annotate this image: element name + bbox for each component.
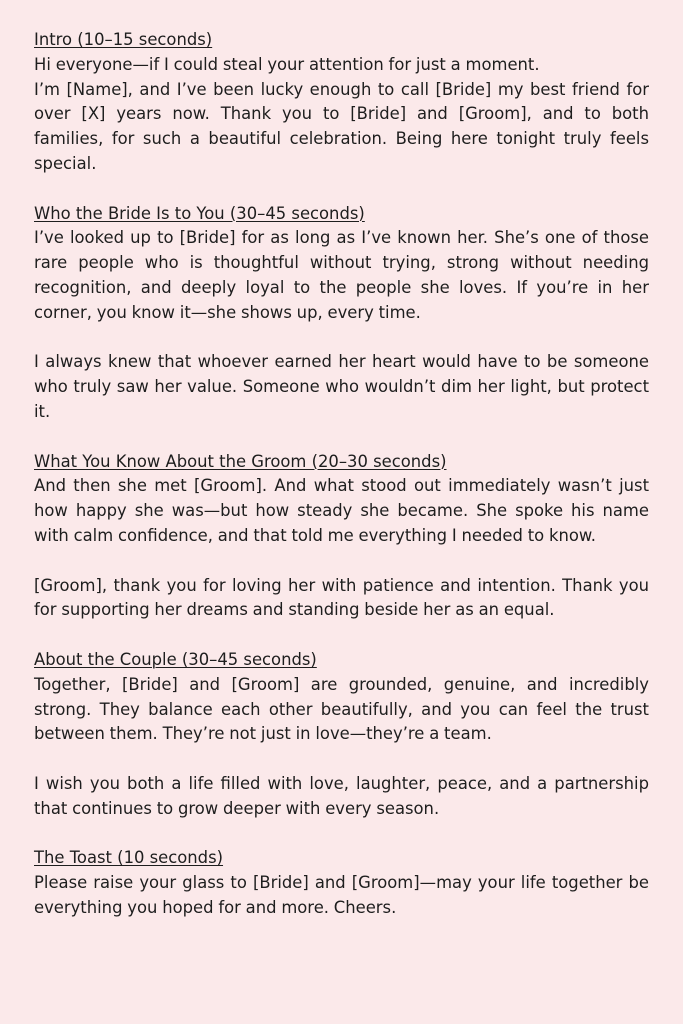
paragraph: Please raise your glass to [Bride] and [Groom]—may your life together be everything you hoped for and more. Cheers. — [34, 873, 649, 917]
paragraph: Hi everyone—if I could steal your attention for just a moment. — [34, 54, 540, 74]
paragraph: I’ve looked up to [Bride] for as long as I’ve known her. She’s one of those rare people who is thoughtful without trying, strong without needing recognition, and deeply loyal to the people she loves. If you’re in her corner, you know it—she shows up, every time. — [34, 228, 649, 322]
paragraph: Together, [Bride] and [Groom] are grounded, genuine, and incredibly strong. They balance each other beautifully, and you can feel the trust between them. They’re not just in love—they’re a team. — [34, 674, 649, 744]
paragraph: I’m [Name], and I’ve been lucky enough to call [Bride] my best friend for over [X] years now. Thank you to [Bride] and [Groom], and to both families, for such a beautiful celebration. Being here tonight truly feels special. — [34, 79, 649, 173]
section-heading: Intro (10–15 seconds) — [34, 30, 213, 49]
paragraph: I always knew that whoever earned her heart would have to be someone who truly saw her value. Someone who wouldn’t dim her light, but protect it. — [34, 352, 649, 421]
section-toast — [34, 846, 649, 920]
section-heading: Who the Bride Is to You (30–45 seconds) — [34, 203, 365, 223]
paragraph: I wish you both a life filled with love, laughter, peace, and a partnership that continues to grow deeper with every season. — [34, 773, 649, 818]
section-intro — [34, 28, 649, 177]
paragraph: [Groom], thank you for loving her with patience and intention. Thank you for supporting her dreams and standing beside her as an equal. — [34, 575, 649, 620]
section-heading: About the Couple (30–45 seconds) — [34, 649, 317, 669]
section-heading: What You Know About the Groom (20–30 seconds) — [34, 451, 447, 471]
paragraph: And then she met [Groom]. And what stood out immediately wasn’t just how happy she was—but how steady she became. She spoke his name with calm confidence, and that told me everything I needed to know. — [34, 476, 649, 545]
section-couple — [34, 648, 649, 822]
section-groom — [34, 450, 649, 624]
section-bride — [34, 202, 649, 425]
section-heading: The Toast (10 seconds) — [34, 848, 224, 868]
